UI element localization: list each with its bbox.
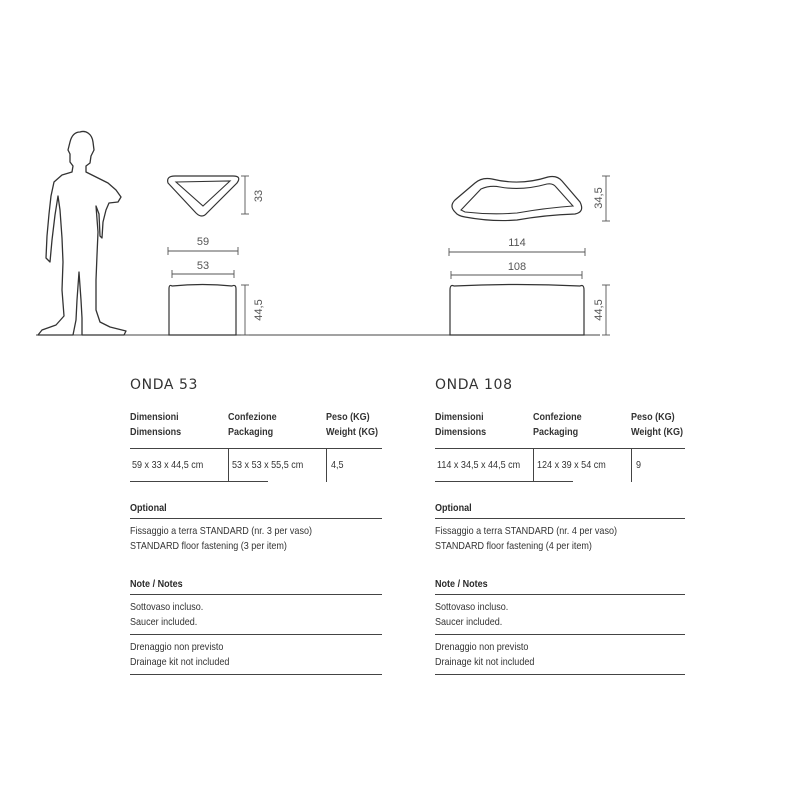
header-weight: Peso (KG) Weight (KG) <box>326 411 379 438</box>
onda53-outer-width-label: 59 <box>196 236 210 248</box>
value-dimensions: 59 x 33 x 44,5 cm <box>132 459 204 471</box>
onda53-height-label: 44,5 <box>253 299 265 321</box>
onda108-depth-label: 34,5 <box>593 187 605 209</box>
notes-title: Note / Notes <box>435 576 685 595</box>
column-divider <box>228 448 229 482</box>
notes-title: Note / Notes <box>130 576 382 595</box>
table-divider <box>435 448 685 449</box>
column-divider <box>533 448 534 482</box>
value-dimensions: 114 x 34,5 x 44,5 cm <box>437 459 521 471</box>
table-divider <box>435 481 573 482</box>
table-divider <box>130 481 268 482</box>
spec-table <box>130 410 382 482</box>
value-weight: 9 <box>636 459 642 471</box>
optional-lines: Fissaggio a terra STANDARD (nr. 4 per vaso) STANDARD floor fastening (4 per item) <box>435 525 618 552</box>
value-packaging: 53 x 53 x 55,5 cm <box>232 459 304 471</box>
note-item: Sottovaso incluso. Saucer included. <box>435 595 685 635</box>
note-item: Sottovaso incluso. Saucer included. <box>130 595 382 635</box>
optional-title: Optional <box>435 500 685 519</box>
product-onda-108 <box>435 374 685 675</box>
value-packaging: 124 x 39 x 54 cm <box>537 459 606 471</box>
onda53-depth-label: 33 <box>253 189 265 203</box>
onda53-front-view <box>169 285 236 336</box>
column-divider <box>631 448 632 482</box>
onda108-inner-width-label: 108 <box>507 261 527 273</box>
onda108-outer-width-label: 114 <box>508 237 526 249</box>
optional-title: Optional <box>130 500 382 519</box>
onda108-height-label: 44,5 <box>593 299 605 321</box>
note-item: Drenaggio non previsto Drainage kit not included <box>435 635 685 675</box>
value-weight: 4,5 <box>331 459 344 471</box>
product-onda-53 <box>130 374 382 675</box>
header-packaging: Confezione Packaging <box>533 411 582 438</box>
note-item: Drenaggio non previsto Drainage kit not included <box>130 635 382 675</box>
product-title: ONDA 53 <box>130 377 199 393</box>
onda53-inner-width-label: 53 <box>196 260 210 272</box>
onda108-front-view <box>450 285 584 336</box>
column-divider <box>326 448 327 482</box>
header-weight: Peso (KG) Weight (KG) <box>631 411 684 438</box>
header-dimensions: Dimensioni Dimensions <box>130 411 182 438</box>
header-packaging: Confezione Packaging <box>228 411 277 438</box>
spec-table <box>435 410 685 482</box>
product-title: ONDA 108 <box>435 377 513 393</box>
header-dimensions: Dimensioni Dimensions <box>435 411 487 438</box>
human-scale-figure <box>38 131 126 335</box>
technical-drawing <box>0 0 800 360</box>
optional-lines: Fissaggio a terra STANDARD (nr. 3 per vaso) STANDARD floor fastening (3 per item) <box>130 525 313 552</box>
table-divider <box>130 448 382 449</box>
